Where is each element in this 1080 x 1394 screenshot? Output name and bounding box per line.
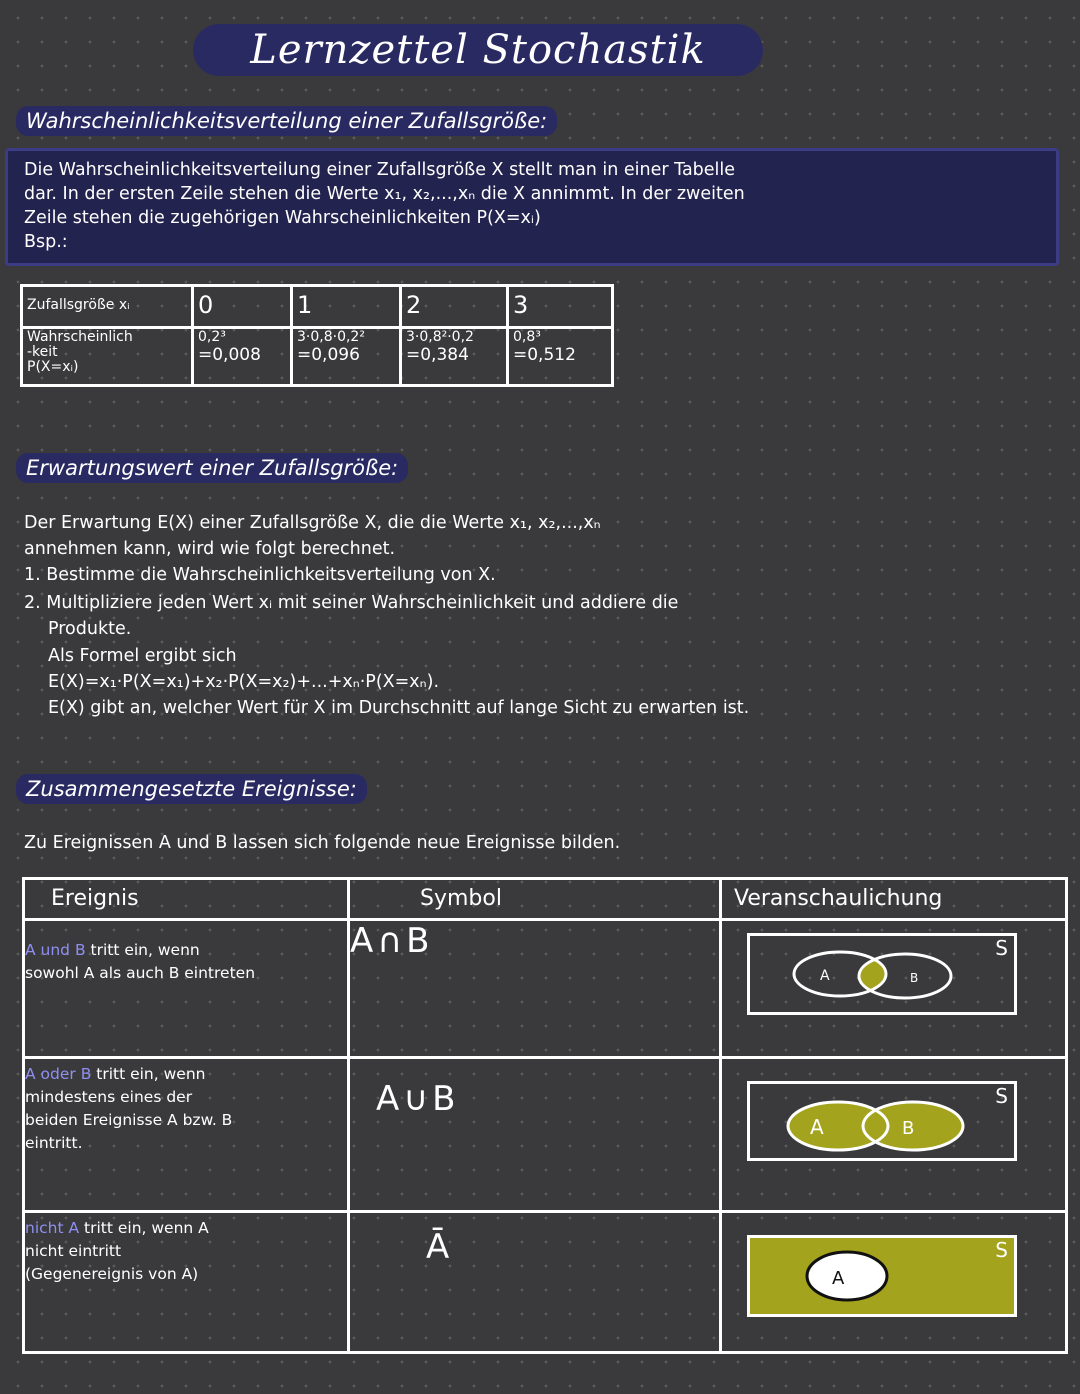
cell-value: =0,096 <box>297 345 360 365</box>
distribution-line-4: Bsp.: <box>24 232 68 252</box>
event-highlight: nicht A <box>25 1219 80 1237</box>
event-highlight: A und B <box>25 941 86 959</box>
illustration-cell <box>721 1058 1067 1212</box>
table-row <box>24 1058 1067 1212</box>
venn-intersection <box>747 933 1017 1015</box>
illustration-cell <box>721 1212 1067 1353</box>
event-description <box>24 1212 349 1353</box>
event-text: tritt ein, wenn A <box>79 1219 209 1237</box>
event-text: beiden Ereignisse A bzw. B <box>25 1111 233 1129</box>
distribution-line-1: Die Wahrscheinlichkeitsverteilung einer Zufallsgröße X stellt man in einer Tabelle <box>24 160 736 180</box>
set-a-label: A <box>820 968 830 984</box>
expectation-formula: E(X)=x₁·P(X=x₁)+x₂·P(X=x₂)+...+xₙ·P(X=xₙ). <box>48 672 440 692</box>
table-cell <box>401 328 508 386</box>
expectation-line-4: 2. Multipliziere jeden Wert xᵢ mit seiner Wahrscheinlichkeit und addiere die <box>24 593 679 613</box>
column-header-symbol: Symbol <box>349 879 721 920</box>
event-highlight: A oder B <box>25 1065 92 1083</box>
cell-expression: 0,2³ <box>198 329 226 345</box>
row-label-line: -keit <box>27 344 58 360</box>
column-header-illustration: Veranschaulichung <box>721 879 1067 920</box>
expectation-line-5: Produkte. <box>48 619 132 639</box>
set-b-label: B <box>910 971 919 985</box>
event-symbol: Ā <box>349 1212 721 1353</box>
column-header-event: Ereignis <box>24 879 349 920</box>
set-label-s: S <box>995 1084 1008 1108</box>
distribution-heading: Wahrscheinlichkeitsverteilung einer Zufallsgröße: <box>16 106 557 136</box>
illustration-cell <box>721 920 1067 1058</box>
table-row <box>24 879 1067 920</box>
expectation-line-3: 1. Bestimme die Wahrscheinlichkeitsverteilung von X. <box>24 565 496 585</box>
event-text: nicht eintritt <box>25 1242 122 1260</box>
page-title-banner <box>193 24 763 76</box>
event-symbol: A∪B <box>349 1058 721 1212</box>
expectation-line-2: annehmen kann, wird wie folgt berechnet. <box>24 539 396 559</box>
set-a-label: A <box>810 1115 824 1139</box>
expectation-line-6: Als Formel ergibt sich <box>48 646 237 666</box>
table-row <box>22 328 613 386</box>
set-label-s: S <box>995 936 1008 960</box>
table-row <box>24 920 1067 1058</box>
row-label-line: Wahrscheinlich <box>27 329 133 345</box>
table-header-cell: 3 <box>508 286 613 328</box>
compound-events-table <box>22 877 1068 1354</box>
expectation-line-8: E(X) gibt an, welcher Wert für X im Durchschnitt auf lange Sicht zu erwarten ist. <box>48 698 750 718</box>
table-cell <box>508 328 613 386</box>
distribution-definition-box <box>5 148 1059 266</box>
page-title: Lernzettel Stochastik <box>250 27 706 73</box>
distribution-table <box>20 284 614 387</box>
table-header-cell: 1 <box>292 286 401 328</box>
compound-intro: Zu Ereignissen A und B lassen sich folgende neue Ereignisse bilden. <box>24 833 621 853</box>
event-text: sowohl A als auch B eintreten <box>25 964 256 982</box>
distribution-line-2: dar. In der ersten Zeile stehen die Werte x₁, x₂,...,xₙ die X annimmt. In der zweiten <box>24 184 745 204</box>
event-text: tritt ein, wenn <box>91 1065 206 1083</box>
venn-complement <box>747 1235 1017 1317</box>
cell-expression: 0,8³ <box>513 329 541 345</box>
cell-expression: 3·0,8²·0,2 <box>406 329 474 345</box>
table-header-cell: Zufallsgröße xᵢ <box>22 286 193 328</box>
compound-heading: Zusammengesetzte Ereignisse: <box>16 774 367 804</box>
cell-value: =0,512 <box>513 345 576 365</box>
table-cell <box>292 328 401 386</box>
cell-value: =0,008 <box>198 345 261 365</box>
venn-complement-drawing <box>750 1238 1014 1314</box>
table-row <box>22 286 613 328</box>
set-b-label: B <box>902 1118 915 1139</box>
venn-intersection-drawing <box>750 936 1014 1012</box>
table-row <box>24 1212 1067 1353</box>
set-a-label: A <box>832 1268 845 1289</box>
cell-value: =0,384 <box>406 345 469 365</box>
event-text: (Gegenereignis von A) <box>25 1265 199 1283</box>
expectation-line-1: Der Erwartung E(X) einer Zufallsgröße X, die die Werte x₁, x₂,...,xₙ <box>24 513 601 533</box>
table-header-cell: 2 <box>401 286 508 328</box>
event-symbol: A∩B <box>349 920 721 1058</box>
set-a-ellipse <box>807 1252 887 1300</box>
cell-expression: 3·0,8·0,2² <box>297 329 365 345</box>
event-text: mindestens eines der <box>25 1088 193 1106</box>
event-description <box>24 1058 349 1212</box>
event-text: tritt ein, wenn <box>85 941 200 959</box>
row-label-line: P(X=xᵢ) <box>27 359 79 375</box>
table-row-label <box>22 328 193 386</box>
event-text: eintritt. <box>25 1134 83 1152</box>
venn-union <box>747 1081 1017 1161</box>
table-header-cell: 0 <box>193 286 292 328</box>
venn-union-drawing <box>750 1084 1014 1158</box>
distribution-line-3: Zeile stehen die zugehörigen Wahrscheinlichkeiten P(X=xᵢ) <box>24 208 541 228</box>
event-description <box>24 920 349 1058</box>
table-cell <box>193 328 292 386</box>
set-label-s: S <box>995 1238 1008 1262</box>
expectation-heading: Erwartungswert einer Zufallsgröße: <box>16 453 408 483</box>
